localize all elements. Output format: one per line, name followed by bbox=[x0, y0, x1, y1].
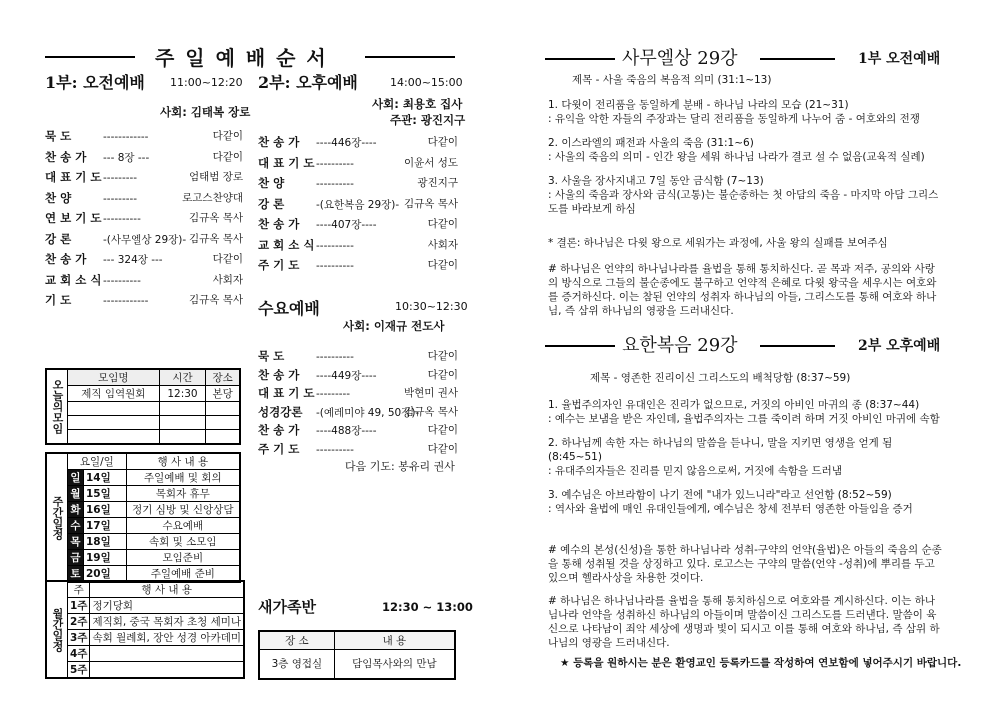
s2-time: 14:00~15:00 bbox=[390, 76, 463, 89]
cell: 월 bbox=[68, 486, 84, 502]
order-fill: ----446장---- bbox=[316, 137, 377, 149]
point-heading: 3. 사울을 장사지내고 7일 동안 금식함 (7~13) bbox=[548, 175, 764, 187]
order-label: 성경강론 bbox=[258, 404, 303, 419]
point-heading: 2. 하나님께 속한 자는 하나님의 말씀을 듣나니, 말을 지키면 영생을 얻게 됨 (8:45~51) bbox=[548, 437, 893, 463]
cell: 12:30 bbox=[159, 386, 206, 402]
order-fill: ---------- bbox=[316, 178, 354, 190]
sermon1-subject: 제목 - 사울 죽음의 복음적 의미 (31:1~13) bbox=[572, 74, 772, 86]
cell bbox=[90, 662, 244, 679]
order-row bbox=[258, 367, 458, 384]
cell: 목 bbox=[68, 534, 84, 550]
s3-name: 수요예배 bbox=[258, 299, 320, 318]
nf-header-place: 장 소 bbox=[259, 631, 334, 649]
order-value: 다같이 bbox=[212, 253, 243, 265]
s2-presider: 사회: 최용호 집사 bbox=[372, 97, 463, 111]
order-label: 대 표 기 도 bbox=[258, 155, 315, 170]
order-fill: ---------- bbox=[103, 213, 141, 225]
order-fill: ---------- bbox=[103, 274, 141, 287]
point-heading: 3. 예수님은 아브라함이 나기 전에 "내가 있느니라"라고 선언함 (8:52~59) bbox=[548, 489, 892, 501]
today-meetings bbox=[45, 368, 241, 445]
cell bbox=[206, 430, 240, 444]
order-row bbox=[258, 257, 458, 274]
today-header: 시간 bbox=[159, 369, 206, 386]
cell: 15일 bbox=[84, 486, 127, 502]
today-header: 장소 bbox=[206, 369, 240, 386]
sermon-point bbox=[548, 398, 943, 426]
cell: 수 bbox=[68, 518, 84, 534]
point-body: : 역사와 율법에 매인 유대인들에게, 예수님은 창세 전부터 영존한 아들임을 증거 bbox=[548, 503, 913, 515]
order-fill: ---------- bbox=[316, 239, 354, 252]
order-label: 묵 도 bbox=[45, 129, 72, 143]
order-value: 이윤서 성도 bbox=[403, 156, 458, 169]
order-value: 사회자 bbox=[212, 273, 243, 286]
order-fill: ----488장---- bbox=[316, 425, 377, 437]
today-header: 모임명 bbox=[68, 369, 160, 386]
cell: 본당 bbox=[206, 386, 240, 402]
s3-presider: 사회: 이재규 전도사 bbox=[343, 319, 445, 333]
nf-header-content: 내 용 bbox=[334, 631, 455, 649]
order-fill: ------------ bbox=[103, 295, 149, 307]
order-row bbox=[45, 292, 243, 309]
order-fill: ------------ bbox=[103, 131, 149, 143]
s1-presider: 사회: 김태복 장로 bbox=[160, 105, 251, 119]
s2-rule-right bbox=[760, 345, 835, 347]
sermon2-note1: # 예수의 본성(신성)을 통한 하나님나라 성취-구약의 언약(율법)은 아들의 죽음의 순종을 통해 성취될 것을 상징하고 있다. 로고스는 구약의 말씀(언약 -성취)에 뿌리를 두고 있으며 헬라사상을 차용한 것이다. bbox=[548, 544, 942, 584]
order-fill: -(요한복음 29장)- bbox=[316, 198, 400, 211]
cell: 16일 bbox=[84, 502, 127, 518]
sermon2-service: 2부 오후예배 bbox=[858, 338, 941, 354]
nf-content: 담임목사와의 만남 bbox=[334, 649, 455, 679]
point-heading: 2. 이스라엘의 패전과 사울의 죽음 (31:1~6) bbox=[548, 137, 754, 149]
cell bbox=[68, 416, 160, 430]
cell: 수요예배 bbox=[126, 518, 240, 534]
nf-place: 3층 영접실 bbox=[259, 649, 334, 679]
cell: 목회자 휴무 bbox=[126, 486, 240, 502]
order-fill: ---------- bbox=[316, 351, 354, 363]
order-fill: --- 8장 --- bbox=[103, 151, 150, 164]
sermon2-subject: 제목 - 영존한 진리이신 그리스도의 배척당함 (8:37~59) bbox=[590, 372, 851, 384]
order-row bbox=[45, 169, 243, 186]
order-label: 강 론 bbox=[45, 231, 72, 246]
monthly-header: 주 bbox=[68, 581, 90, 598]
sermon-point bbox=[548, 436, 943, 478]
order-value: 다같이 bbox=[427, 368, 458, 381]
point-body: : 사울의 죽음과 장사와 금식(고통)는 불순종하는 첫 아담의 죽음 - 마지막 아담 그리스도를 바라보게 하심 bbox=[548, 189, 939, 215]
cell: 정기당회 bbox=[90, 598, 244, 614]
order-label: 대 표 기 도 bbox=[45, 170, 102, 184]
order-fill: ---------- bbox=[316, 443, 354, 456]
title-rule-right bbox=[365, 56, 455, 58]
sermon-point bbox=[548, 136, 943, 164]
order-fill: ----449장---- bbox=[316, 369, 377, 382]
point-heading: 1. 율법주의자인 유대인은 진리가 없으므로, 거짓의 아비인 마귀의 종 (8:37~44) bbox=[548, 399, 920, 411]
today-side-label: 오늘의모임 bbox=[46, 369, 68, 444]
order-row bbox=[45, 190, 243, 207]
order-fill: ---------- bbox=[316, 260, 354, 272]
order-row bbox=[45, 231, 243, 248]
order-label: 교 회 소 식 bbox=[45, 272, 102, 287]
cell: 3주 bbox=[68, 630, 90, 646]
order-value: 박현미 권사 bbox=[403, 387, 458, 399]
order-label: 찬 양 bbox=[45, 190, 72, 205]
sermon1-title: 사무엘상 29강 bbox=[622, 48, 738, 69]
order-value: 다같이 bbox=[427, 218, 458, 230]
order-value: 김규옥 목사 bbox=[403, 197, 458, 210]
order-label: 주 기 도 bbox=[258, 441, 300, 456]
order-value: 사회자 bbox=[427, 238, 458, 251]
sermon-point bbox=[548, 98, 943, 126]
cell: 정기 심방 및 신앙상담 bbox=[126, 502, 240, 518]
cell: 토 bbox=[68, 566, 84, 583]
order-value: 김규옥 목사 bbox=[188, 232, 243, 245]
order-label: 찬 송 가 bbox=[45, 252, 87, 266]
s3-time: 10:30~12:30 bbox=[395, 300, 468, 313]
s3-next-prayer: 다음 기도: 봉유리 권사 bbox=[345, 460, 455, 473]
order-fill: --------- bbox=[103, 172, 138, 184]
order-label: 대 표 기 도 bbox=[258, 386, 315, 400]
order-label: 기 도 bbox=[45, 293, 72, 307]
order-value: 김규옥 목사 bbox=[188, 212, 243, 224]
order-value: 다같이 bbox=[427, 442, 458, 455]
order-label: 찬 송 가 bbox=[258, 367, 300, 382]
order-label: 묵 도 bbox=[258, 349, 285, 363]
order-row bbox=[258, 348, 458, 365]
cell: 금 bbox=[68, 550, 84, 566]
point-body: : 사울의 죽음의 의미 - 인간 왕을 세워 하나님 나라가 결코 설 수 없음(교육적 실례) bbox=[548, 151, 925, 163]
cell bbox=[159, 430, 206, 444]
cell: 4주 bbox=[68, 646, 90, 662]
cell: 1주 bbox=[68, 598, 90, 614]
order-label: 찬 송 가 bbox=[258, 217, 300, 231]
sermon1-service: 1부 오전예배 bbox=[858, 51, 941, 67]
order-row bbox=[258, 441, 458, 458]
cell: 모임준비 bbox=[126, 550, 240, 566]
order-fill: --------- bbox=[103, 192, 138, 205]
s2-name: 2부: 오후예배 bbox=[258, 73, 358, 92]
point-heading: 1. 다윗이 전리품을 동일하게 분배 - 하나님 나라의 모습 (21~31) bbox=[548, 99, 849, 111]
order-row bbox=[258, 155, 458, 172]
order-title: 주 일 예 배 순 서 bbox=[155, 46, 328, 70]
monthly-header: 행 사 내 용 bbox=[90, 581, 244, 598]
cell: 14일 bbox=[84, 470, 127, 486]
cell bbox=[68, 402, 160, 416]
newfamily-time: 12:30 ~ 13:00 bbox=[382, 600, 473, 614]
cell: 19일 bbox=[84, 550, 127, 566]
order-row bbox=[45, 128, 243, 145]
cell: 2주 bbox=[68, 614, 90, 630]
order-row bbox=[45, 210, 243, 227]
order-value: 다같이 bbox=[212, 150, 243, 163]
weekly-header: 행 사 내 용 bbox=[126, 453, 240, 470]
sermon2-title: 요한복음 29강 bbox=[622, 335, 738, 356]
s1-name: 1부: 오전예배 bbox=[45, 73, 145, 92]
s2-rule-left bbox=[545, 345, 615, 347]
order-label: 교 회 소 식 bbox=[258, 237, 315, 252]
monthly-schedule bbox=[45, 580, 245, 679]
order-value: 김규옥 목사 bbox=[188, 294, 243, 306]
order-fill: --- 324장 --- bbox=[103, 254, 163, 266]
cell: 일 bbox=[68, 470, 84, 486]
order-row bbox=[45, 272, 243, 289]
cell bbox=[159, 402, 206, 416]
order-fill: ----407장---- bbox=[316, 219, 377, 231]
cell bbox=[68, 430, 160, 444]
cell bbox=[206, 402, 240, 416]
order-fill: -(예레미야 49, 50장)- bbox=[316, 406, 420, 419]
order-row bbox=[258, 134, 458, 151]
registration-note: ★ 등록을 원하시는 분은 환영교인 등록카드를 작성하여 연보함에 넣어주시기 바랍니다. bbox=[560, 657, 962, 669]
order-label: 연 보 기 도 bbox=[45, 211, 102, 225]
sermon2-note2: # 하나님은 하나님나라를 율법을 통해 통치하심으로 여호와를 계시하신다. 이는 하나님나라 언약을 성취하신 하나님의 아들이며 말씀이신 그리스도를 드러낸다. 말씀이 육신으로 나타남이 죄악 세상에 생명과 빛이 되시고 이를 통해 여호와 하나님, 즉 삼위 하나님의 영광을 드러내신다. bbox=[548, 595, 940, 649]
order-value: 다같이 bbox=[427, 424, 458, 436]
cell: 20일 bbox=[84, 566, 127, 583]
sermon-point bbox=[548, 488, 943, 516]
sermon2-points bbox=[548, 398, 943, 526]
order-label: 찬 송 가 bbox=[258, 135, 300, 149]
order-value: 다같이 bbox=[212, 130, 243, 142]
order-label: 찬 양 bbox=[258, 176, 285, 190]
sermon1-conclusion: * 결론: 하나님은 다윗 왕으로 세워가는 과정에, 사울 왕의 실패를 보여주심 bbox=[548, 237, 888, 249]
weekly-side-label: 주간일정 bbox=[46, 453, 68, 582]
order-fill: ---------- bbox=[316, 157, 354, 170]
order-label: 주 기 도 bbox=[258, 258, 300, 272]
order-label: 찬 송 가 bbox=[258, 423, 300, 437]
title-rule-left bbox=[45, 56, 135, 58]
sermon1-points bbox=[548, 98, 943, 226]
order-row bbox=[45, 149, 243, 166]
point-body: : 유익을 악한 자들의 주장과는 달리 전리품을 동일하게 나누어 줌 - 여호와의 전쟁 bbox=[548, 113, 920, 125]
order-value: 다같이 bbox=[427, 350, 458, 362]
order-row bbox=[45, 251, 243, 268]
cell bbox=[159, 416, 206, 430]
newfamily-table bbox=[258, 630, 456, 680]
order-row bbox=[258, 175, 458, 192]
order-label: 찬 송 가 bbox=[45, 149, 87, 164]
order-value: 엄태범 장로 bbox=[188, 171, 243, 183]
order-row bbox=[258, 216, 458, 233]
s1-rule-right bbox=[760, 58, 835, 60]
cell: 주일예배 및 회의 bbox=[126, 470, 240, 486]
sermon-point bbox=[548, 174, 943, 216]
cell: 18일 bbox=[84, 534, 127, 550]
order-row bbox=[258, 237, 458, 254]
order-fill: -(사무엘상 29장)- bbox=[103, 233, 187, 246]
weekly-schedule bbox=[45, 452, 241, 583]
s2-host: 주관: 광진지구 bbox=[390, 113, 466, 127]
cell bbox=[90, 646, 244, 662]
cell: 화 bbox=[68, 502, 84, 518]
cell: 제직 임역원회 bbox=[68, 386, 160, 402]
order-value: 다같이 bbox=[427, 136, 458, 148]
weekly-header: 요일/일 bbox=[68, 453, 127, 470]
cell: 17일 bbox=[84, 518, 127, 534]
point-body: : 유대주의자들은 진리를 믿지 않음으로써, 거짓에 속함을 드러냄 bbox=[548, 465, 842, 477]
order-row bbox=[258, 196, 458, 213]
cell: 5주 bbox=[68, 662, 90, 679]
order-value: 다같이 bbox=[427, 259, 458, 271]
order-row bbox=[258, 404, 458, 421]
cell bbox=[206, 416, 240, 430]
cell: 속회 월례회, 장안 성경 아카데미 bbox=[90, 630, 244, 646]
cell: 제직회, 중국 목회자 초청 세미나 bbox=[90, 614, 244, 630]
monthly-side-label: 월간일정 bbox=[46, 581, 68, 678]
cell: 주일예배 준비 bbox=[126, 566, 240, 583]
order-row bbox=[258, 385, 458, 402]
sermon1-note: # 하나님은 언약의 하나님나라를 율법을 통해 통치하신다. 곧 목과 저주, 공의와 사랑의 방식으로 그들의 불순종에도 불구하고 언약적 은혜로 다윗 왕국을 세우시는 여호와를 증거하신다. 이는 참된 언약의 성취자 하나님의 아들, 그리스도를 통해 여호와 하나님, 즉 삼위 하나님의 영광을 드러내신다. bbox=[548, 263, 937, 317]
order-value: 김규옥 목사 bbox=[403, 405, 458, 418]
s1-rule-left bbox=[545, 58, 615, 60]
order-label: 강 론 bbox=[258, 196, 285, 211]
point-body: : 예수는 보냄을 받은 자인데, 율법주의자는 그를 죽이려 하며 거짓 아비인 마귀에 속함 bbox=[548, 413, 940, 425]
order-row bbox=[258, 422, 458, 439]
s1-time: 11:00~12:20 bbox=[170, 76, 243, 89]
cell: 속회 및 소모임 bbox=[126, 534, 240, 550]
newfamily-title: 새가족반 bbox=[258, 598, 316, 616]
order-value: 광진지구 bbox=[417, 177, 458, 189]
order-fill: --------- bbox=[316, 388, 351, 400]
order-value: 로고스찬양대 bbox=[182, 191, 243, 204]
